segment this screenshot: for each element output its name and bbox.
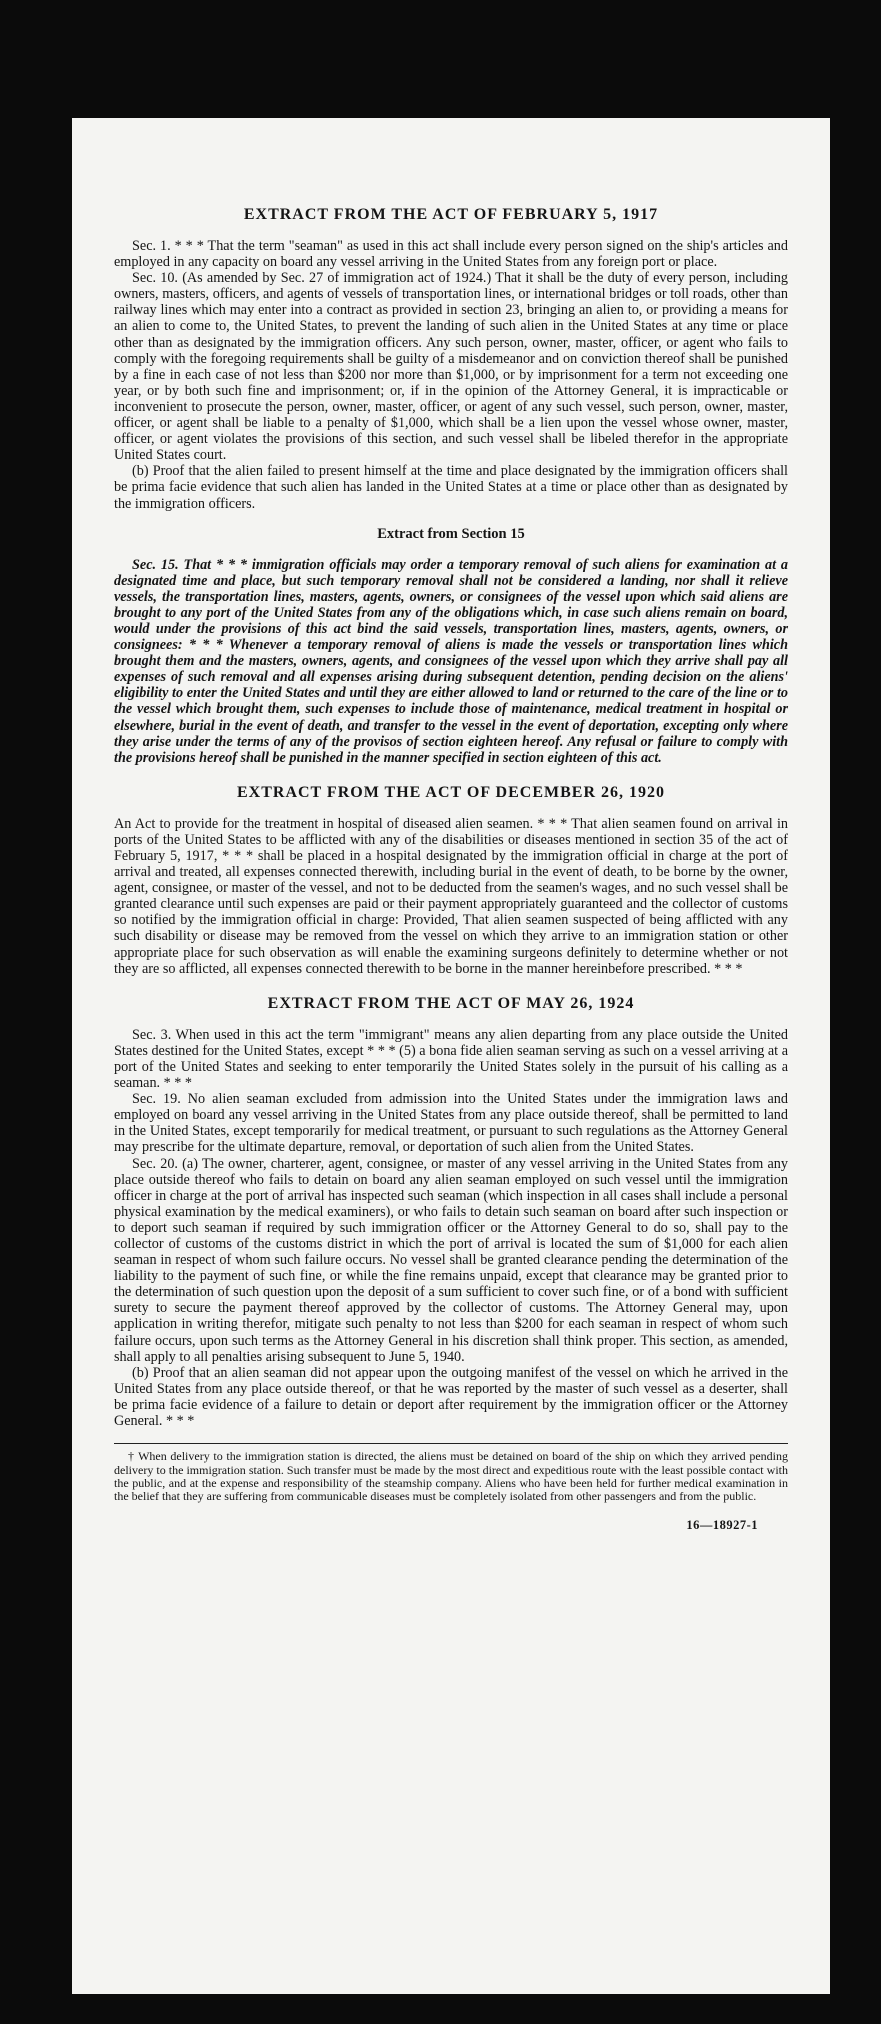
section-extract-15 [114,526,788,766]
paragraph: (b) Proof that an alien seaman did not appear upon the outgoing manifest of the vessel on which he arrived in the United States from any place outside thereof, or that he was reported by the master of such vessel as a deserter, shall be prima facie evidence of a failure to detain or deport after requirement by the immigration officer or the Attorney General. * * * [114,1364,788,1429]
paragraph: An Act to provide for the treatment in hospital of diseased alien seamen. * * * That alien seamen found on arrival in ports of the United States to be afflicted with any of the disabilities or diseases mentioned in section 35 of the act of February 5, 1917, * * * shall be placed in a hospital designated by the immigration official in charge at the port of arrival and treated, all expenses connected therewith, including burial in the event of death, to be borne by the owner, agent, consignee, or master of the vessel, and not to be deducted from the seamen's wages, and no such vessel shall be granted clearance until such expenses are paid or their payment appropriately guaranteed and the collector of customs so notified by the immigration official in charge: Provided, That alien seamen suspected of being afflicted with any such disability or disease may be removed from the vessel on which they arrive to an immigration station or other appropriate place for such observation as will enable the examining surgeons definitely to determine whether or not they are so afflicted, all expenses connected therewith to be borne in the manner hereinbefore prescribed. * * * [114,815,788,977]
section-heading: EXTRACT FROM THE ACT OF FEBRUARY 5, 1917 [243,206,659,223]
scan-border-top [0,0,881,118]
paragraph: (b) Proof that the alien failed to present himself at the time and place designated by the immigration officers shall be prima facie evidence that such alien has landed in the United States at a time or place other than as designated by the immigration officers. [114,463,788,512]
document-page [72,118,830,1994]
form-number: 16—18927-1 [686,1517,758,1532]
section-subheading: Extract from Section 15 [377,525,525,542]
section-act-1917 [114,206,788,512]
paragraph: Sec. 19. No alien seaman excluded from admission into the United States under the immigration laws and employed on board any vessel arriving in the United States from any place outside thereof, shall be permitted to land in the United States, except temporarily for medical treatment, or pursuant to such regulations as the Attorney General may prescribe for the ultimate departure, removal, or deportation of such alien from the United States. [114,1091,788,1156]
section-heading: EXTRACT FROM THE ACT OF MAY 26, 1924 [267,994,635,1012]
paragraph: Sec. 3. When used in this act the term "immigrant" means any alien departing from any place outside the United States destined for the United States, except * * * (5) a bona fide alien seaman serving as such on a vessel arriving at a port of the United States and seeking to enter temporarily the United States solely in the pursuit of his calling as a seaman. * * * [114,1026,788,1092]
paragraph: Sec. 20. (a) The owner, charterer, agent, consignee, or master of any vessel arriving in the United States from any place outside thereof who fails to detain on board any alien seaman employed on such vessel until the immigration officer in charge at the port of arrival has inspected such seaman (which inspection in all cases shall include a personal physical examination by the medical examiners), or who fails to detain such seaman on board after such inspection or to deport such seaman if required by such immigration officer or the Attorney General to do so, shall pay to the collector of customs of the customs district in which the port of arrival is located the sum of $1,000 for each alien seaman in respect of whom such failure occurs. No vessel shall be granted clearance pending the determination of the liability to the payment of such fine, or while the fine remains unpaid, except that clearance may be granted prior to the determination of such question upon the deposit of a sum sufficient to cover such fine, or of a bond with sufficient surety to secure the payment thereof approved by the collector of customs. The Attorney General may, upon application in writing therefor, mitigate such penalty to not less than $200 for each seaman in respect of whom such failure occurs, upon such terms as the Attorney General in his discretion shall think proper. This section, as amended, shall apply to all penalties arising subsequent to June 5, 1940. [114,1155,788,1365]
section-act-1924 [114,995,788,1429]
section-act-1920 [114,784,788,977]
paragraph: Sec. 10. (As amended by Sec. 27 of immigration act of 1924.) That it shall be the duty of every person, including owners, masters, officers, and agents of vessels of transportation lines, or international bridges or toll roads, other than railway lines which may enter into a contract as provided in section 23, bringing an alien to, or providing a means for an alien to come to, the United States, to prevent the landing of such alien in the United States at any time or place other than as designated by the immigration officers. Any such person, owner, master, officer, or agent who fails to comply with the foregoing requirements shall be guilty of a misdemeanor and on conviction thereof shall be punished by a fine in each case of not less than $200 nor more than $1,000, or by imprisonment for a term not exceeding one year, or by both such fine and imprisonment; or, if in the opinion of the Attorney General, it is impracticable or inconvenient to prosecute the person, owner, master, officer, or agent of any such vessel, such person, owner, master, officer, or agent shall be liable to a penalty of $1,000, which shall be a lien upon the vessel whose owner, master, officer, or agent violates the provisions of this section, and such vessel shall be libeled therefor in the appropriate United States court. [114,270,788,464]
footnote-divider [114,1443,788,1444]
paragraph: Sec. 15. That * * * immigration officials may order a temporary removal of such aliens for examination at a designated time and place, but such temporary removal shall not be considered a landing, nor shall it relieve vessels, the transportation lines, masters, agents, owners, or consignees of the vessel upon which said aliens are brought to any port of the United States from any of the obligations which, in case such aliens remain on board, would under the provisions of this act bind the said vessels, transportation lines, masters, agents, owners, or consignees: * * * Whenever a temporary removal of aliens is made the vessels or transportation lines which brought them and the masters, owners, agents, and consignees of the vessel upon which they arrive shall pay all expenses of such removal and all expenses arising during subsequent detention, pending decision on the aliens' eligibility to enter the United States and until they are either allowed to land or returned to the care of the line or to the vessel which brought them, such expenses to include those of maintenance, medical treatment in hospital or elsewhere, burial in the event of death, and transfer to the vessel in the event of deportation, excepting only where they arise under the terms of any of the provisos of section eighteen hereof. Any refusal or failure to comply with the provisions hereof shall be punished in the manner specified in section eighteen of this act. [114,556,788,766]
footnote: † When delivery to the immigration station is directed, the aliens must be detained on board of the ship on which they arrived pending delivery to the immigration station. Such transfer must be made by the most direct and expeditious route with the least possible contact with the public, and at the expense and responsibility of the steamship company. Aliens who have been held for further medical examination in the belief that they are suffering from communicable diseases must be completely isolated from other passengers and from the public. [114,1449,788,1504]
paragraph: Sec. 1. * * * That the term "seaman" as used in this act shall include every person signed on the ship's articles and employed in any capacity on board any vessel arriving in the United States from any foreign port or place. [114,238,788,271]
section-heading: EXTRACT FROM THE ACT OF DECEMBER 26, 1920 [236,783,665,801]
